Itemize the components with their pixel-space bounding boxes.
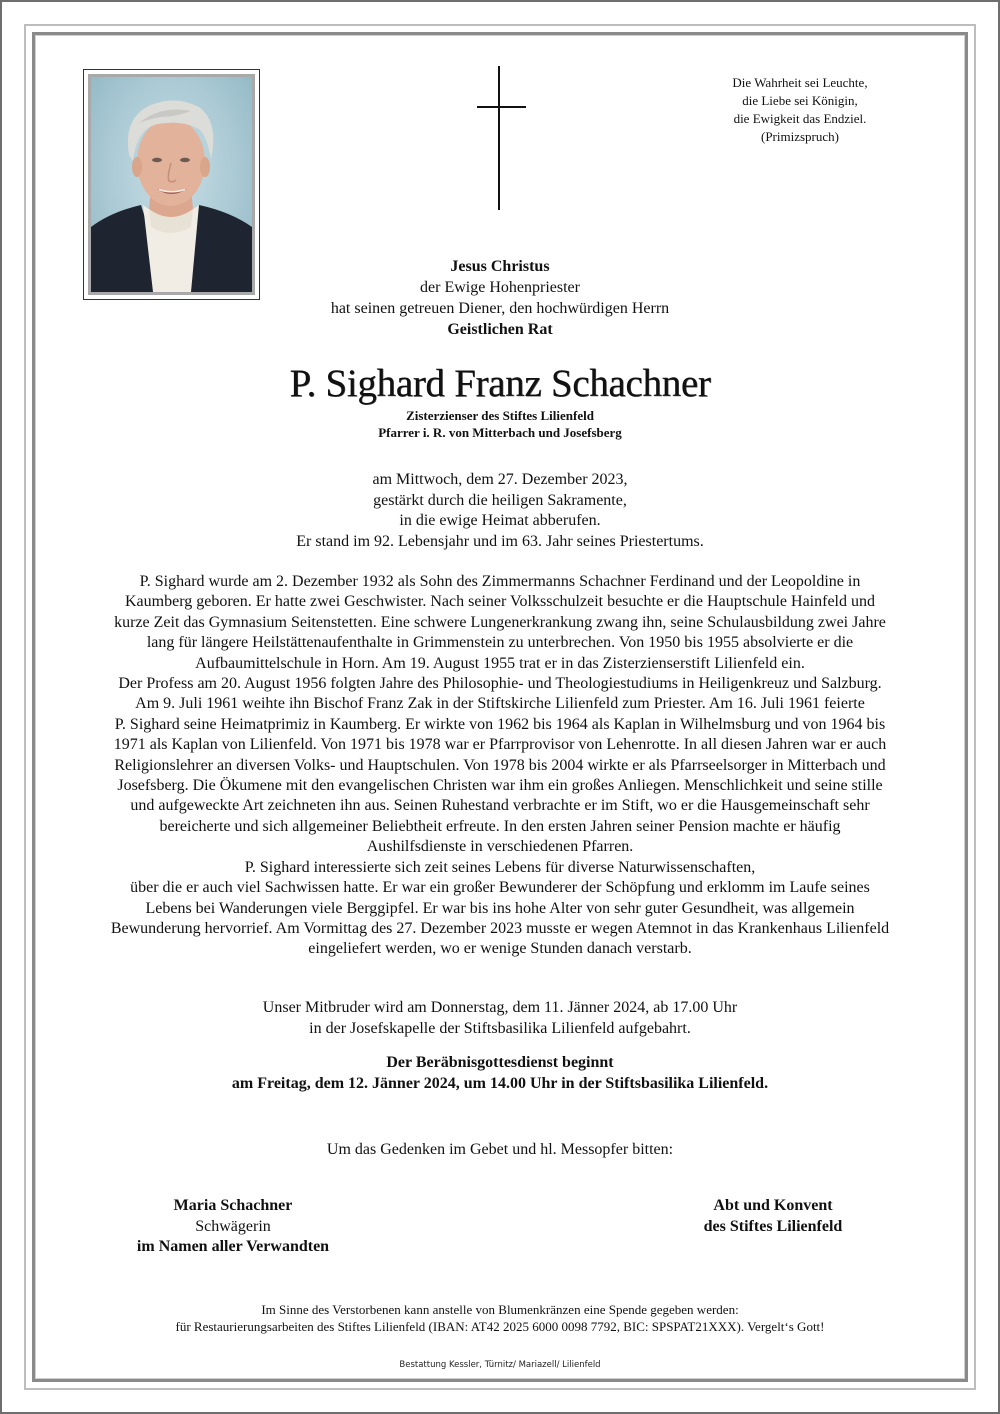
mourner-abbey <box>653 1196 893 1237</box>
cross-icon-bar <box>477 106 526 108</box>
bio-line: P. Sighard interessierte sich zeit seines Lebens für diverse Naturwissenschaften, <box>244 858 756 876</box>
cross-icon <box>498 66 500 210</box>
donation-note <box>40 1302 960 1335</box>
donation-line: für Restaurierungsarbeiten des Stiftes Lilienfeld (IBAN: AT42 2025 6000 0098 7792, BIC: SPSPAT21XXX). Vergelt‘s Gott! <box>175 1318 825 1334</box>
abbey-line: des Stiftes Lilienfeld <box>703 1217 843 1235</box>
bio-line: Religionslehrer an diversen Volks- und Hauptschulen. Von 1978 bis 2004 wirkte er als Pfarrseelsorger in Mitterbach und <box>114 756 886 774</box>
death-date-block <box>40 470 960 552</box>
date-line: gestärkt durch die heiligen Sakramente, <box>373 491 627 509</box>
funeral-line: am Freitag, dem 12. Jänner 2024, um 14.00 Uhr in der Stiftsbasilika Lilienfeld. <box>231 1075 769 1092</box>
motto-line: die Liebe sei Königin, <box>742 93 858 108</box>
subtitle-order: Zisterzienser des Stiftes Lilienfeld <box>406 408 594 423</box>
bio-line: und aufgeweckte Art zeichneten ihn aus. Seinen Ruhestand verbrachte er im Stift, wo er die Hausgemeinschaft sehr <box>130 797 870 815</box>
bio-line: Aushilfsdienste in verschiedenen Pfarren. <box>366 838 634 856</box>
bio-line: Lebens bei Wanderungen viele Berggipfel. Er war bis ins hohe Alter von sehr guter Gesundheit, was allgemein <box>145 899 855 917</box>
deceased-name: P. Sighard Franz Schachner <box>289 362 711 405</box>
wake-info <box>40 998 960 1039</box>
bio-line: kurze Zeit das Gymnasium Seitenstetten. Eine schwere Lungenerkrankung zwang ihn, seine Schulausbildung zwei Jahre <box>114 613 886 631</box>
motto-line: (Primizspruch) <box>761 129 839 144</box>
bio-line: Kaumberg geboren. Er hatte zwei Geschwister. Nach seiner Volksschulzeit besuchte er die Hauptschule Hainfeld und <box>125 593 875 611</box>
mourner-relation: Schwägerin <box>195 1217 271 1235</box>
intro-line: hat seinen getreuen Diener, den hochwürdigen Herrn <box>330 300 670 317</box>
wake-line: in der Josefskapelle der Stiftsbasilika Lilienfeld aufgebahrt. <box>309 1019 691 1037</box>
bio-line: Aufbaumittelschule in Horn. Am 19. August 1955 trat er in das Zisterzienserstift Lilienfeld ein. <box>195 654 805 672</box>
bio-line: über die er auch viel Sachwissen hatte. Er war ein großer Bewunderer der Schöpfung und erklomm im Laufe seines <box>130 879 870 897</box>
date-line: in die ewige Heimat abberufen. <box>399 512 601 529</box>
date-line: am Mittwoch, dem 27. Dezember 2023, <box>372 471 628 488</box>
primiz-motto <box>690 74 910 146</box>
date-line: Er stand im 92. Lebensjahr und im 63. Jahr seines Priestertums. <box>296 532 704 550</box>
mourner-note: im Namen aller Verwandten <box>136 1238 330 1255</box>
biography <box>38 572 962 960</box>
bio-line: P. Sighard wurde am 2. Dezember 1932 als Sohn des Zimmermanns Schachner Ferdinand und der Leopoldine in <box>139 573 861 590</box>
subtitle-parish: Pfarrer i. R. von Mitterbach und Josefsberg <box>378 425 622 440</box>
bio-line: Am 9. Juli 1961 weihte ihn Bischof Franz Zak in der Stiftskirche Lilienfeld zum Priester. Am 16. Juli 1961 feierte <box>135 695 865 713</box>
bio-line: Bewunderung hervorrief. Am Vormittag des 27. Dezember 2023 musste er wegen Atemnot in das Krankenhaus Lilienfeld <box>110 919 890 937</box>
intro-block <box>40 256 960 340</box>
bio-line: lang für längere Heilstättenaufenthalte in Grimmenstein zu unterbrechen. Von 1950 bis 1955 absolvierte er die <box>146 634 854 652</box>
bio-line: Der Profess am 20. August 1956 folgten Jahre des Philosophie- und Theologiestudiums in Heiligenkreuz und Salzburg. <box>118 675 882 693</box>
bio-line: 1971 als Kaplan von Lilienfeld. Von 1971 bis 1978 war er Pfarrprovisor von Lehenrotte. In all diesen Jahren war er auch <box>113 736 887 754</box>
funeral-line: Der Beräbnisgottesdienst beginnt <box>386 1054 614 1071</box>
wake-line: Unser Mitbruder wird am Donnerstag, dem 11. Jänner 2024, ab 17.00 Uhr <box>262 999 738 1016</box>
bio-line: P. Sighard seine Heimatprimiz in Kaumberg. Er wirkte von 1962 bis 1964 als Kaplan in Wilhelmsburg und von 1964 bis <box>114 715 886 733</box>
motto-line: die Ewigkeit das Endziel. <box>733 111 867 126</box>
deceased-subtitle <box>40 407 960 441</box>
funeral-service-info <box>40 1052 960 1094</box>
motto-line: Die Wahrheit sei Leuchte, <box>732 75 868 90</box>
donation-line: Im Sinne des Verstorbenen kann anstelle von Blumenkränzen eine Spende gegeben werden: <box>261 1302 739 1317</box>
bio-line: eingeliefert werden, wo er wenige Stunden danach verstarb. <box>308 940 692 958</box>
intro-jesus-christus: Jesus Christus <box>450 258 550 275</box>
bio-line: Josefsberg. Die Ökumene mit den evangelischen Christen war ihm ein großes Anliegen. Menschlichkeit und seine stille <box>117 777 883 795</box>
mourner-name: Maria Schachner <box>173 1197 293 1214</box>
mourner-family <box>103 1196 363 1258</box>
bio-line: bereicherte und sich allgemeiner Beliebtheit erfreute. In den ersten Jahren seiner Pension machte er häufig <box>159 817 841 835</box>
intro-line: der Ewige Hohenpriester <box>420 279 580 296</box>
abbey-line: Abt und Konvent <box>713 1197 833 1214</box>
funeral-home-credit: Bestattung Kessler, Türnitz/ Mariazell/ Lilienfeld <box>399 1360 601 1370</box>
prayer-request: Um das Gedenken im Gebet und hl. Messopfer bitten: <box>326 1141 674 1158</box>
intro-title: Geistlichen Rat <box>447 321 553 338</box>
